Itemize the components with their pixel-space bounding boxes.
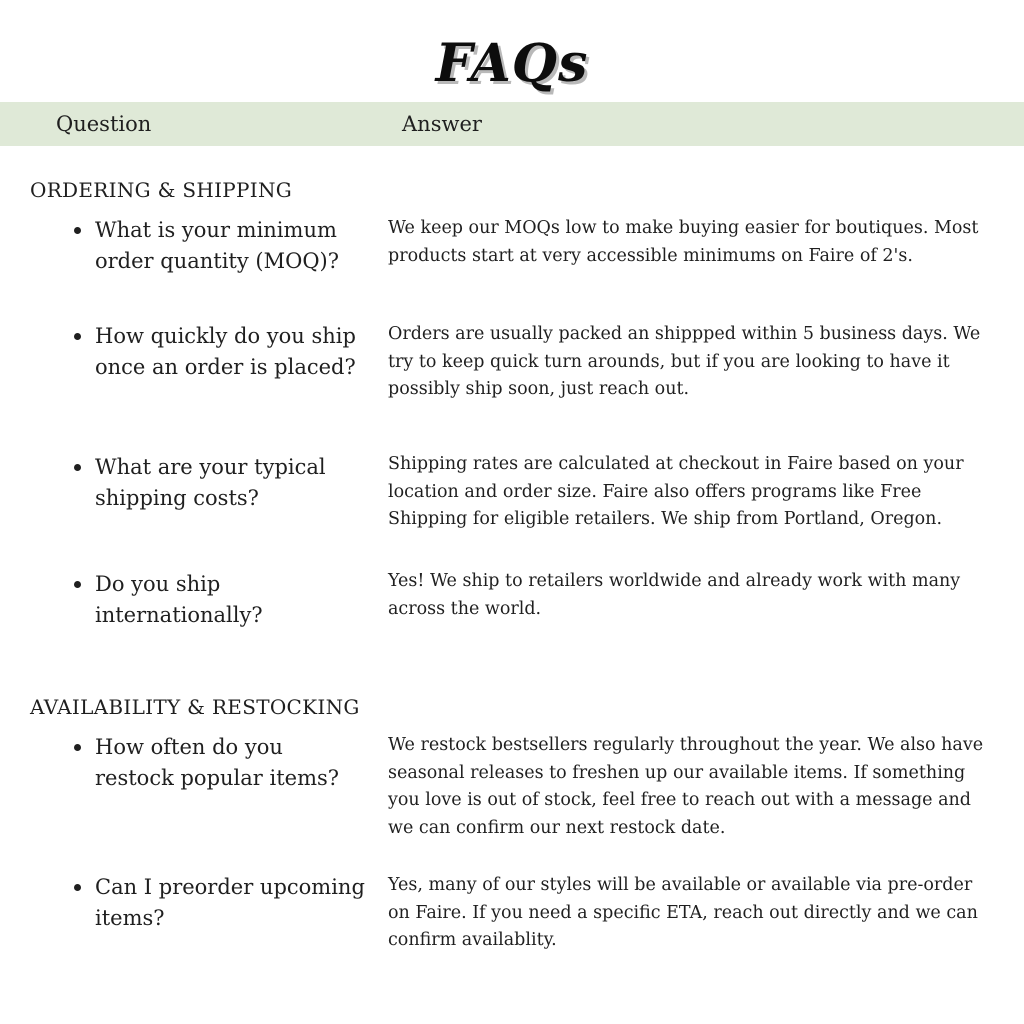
bullet-icon [74, 333, 81, 340]
faq-answer: Yes, many of our styles will be available or available via pre-order on Faire. If you need a specific ETA, reach out directly and we can confirm availablity. [388, 875, 978, 950]
answer-column-header: Answer [402, 112, 482, 136]
faq-answer: We restock bestsellers regularly throughout the year. We also have seasonal releases to freshen up our available items. If something you love is out of stock, feel free to reach out with a message and we can confirm our next restock date. [388, 735, 984, 838]
question-column-header: Question [56, 112, 152, 136]
faq-answer: Orders are usually packed an shippped within 5 business days. We try to keep quick turn arounds, but if you are looking to have it possibly ship soon, just reach out. [388, 324, 981, 399]
faq-question: What is your minimum order quantity (MOQ)? [95, 218, 339, 273]
table-header [0, 102, 1024, 146]
section-heading-ordering-shipping: ORDERING & SHIPPING [30, 178, 293, 202]
bullet-icon [74, 581, 81, 588]
faq-question: What are your typical shipping costs? [95, 455, 326, 510]
bullet-icon [74, 227, 81, 234]
bullet-icon [74, 464, 81, 471]
section-heading-availability-restocking: AVAILABILITY & RESTOCKING [30, 695, 360, 719]
faq-question: How quickly do you ship once an order is placed? [95, 324, 356, 379]
bullet-icon [74, 884, 81, 891]
faq-question: Do you ship internationally? [95, 572, 263, 627]
faq-question: Can I preorder upcoming items? [95, 875, 365, 930]
faq-answer: Shipping rates are calculated at checkout in Faire based on your location and order size. Faire also offers programs like Free Shipping for eligible retailers. We ship from Portland, Oregon. [388, 454, 964, 529]
page-title: FAQs [435, 33, 589, 94]
faq-answer: Yes! We ship to retailers worldwide and already work with many across the world. [388, 571, 961, 619]
faq-question: How often do you restock popular items? [95, 735, 340, 790]
bullet-icon [74, 744, 81, 751]
faq-answer: We keep our MOQs low to make buying easier for boutiques. Most products start at very accessible minimums on Faire of 2's. [388, 218, 979, 266]
